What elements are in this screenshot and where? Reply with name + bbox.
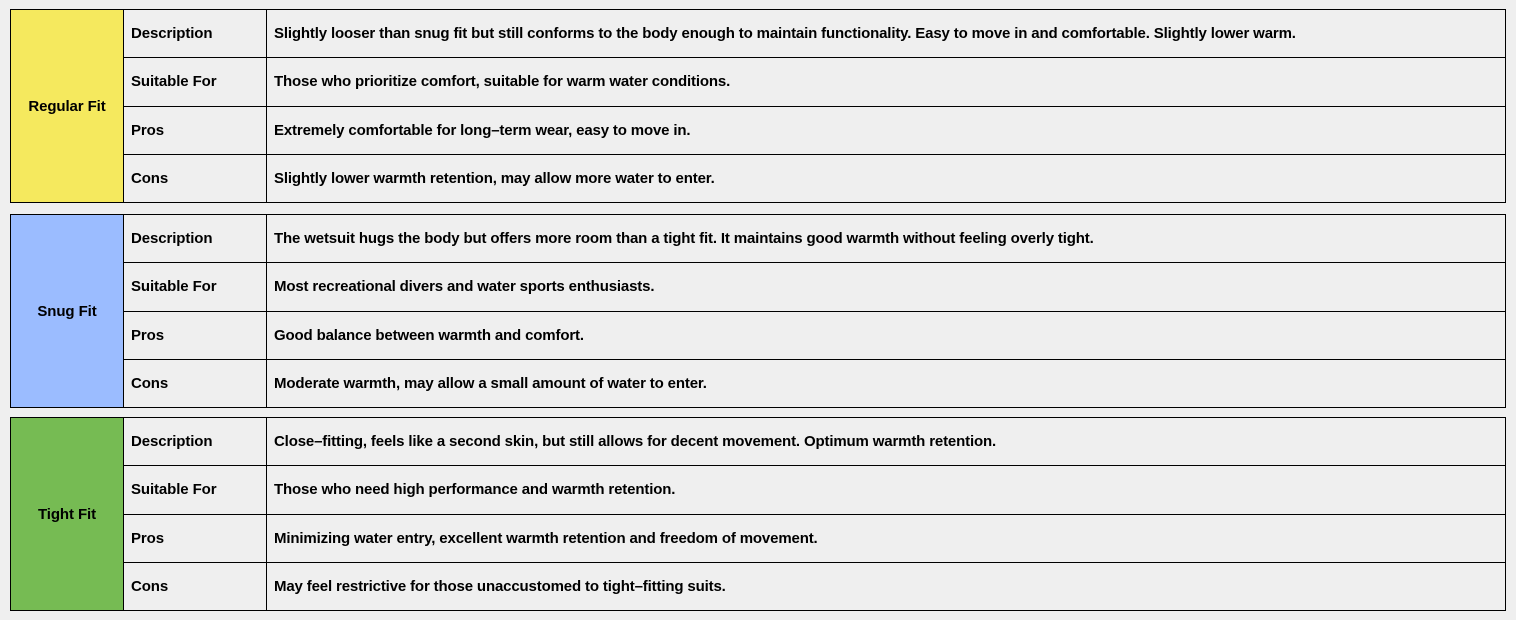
- attribute-label: Suitable For: [124, 58, 267, 105]
- fit-rows: [124, 418, 1505, 610]
- attribute-label: Description: [124, 418, 267, 465]
- table-row: [124, 312, 1505, 360]
- attribute-label: Suitable For: [124, 263, 267, 310]
- attribute-label: Pros: [124, 312, 267, 359]
- fit-group-regular: [10, 9, 1506, 203]
- fit-group-snug: [10, 214, 1506, 408]
- table-row: [124, 10, 1505, 58]
- table-row: [124, 360, 1505, 407]
- fit-name-cell: Snug Fit: [11, 215, 124, 407]
- table-row: [124, 107, 1505, 155]
- attribute-value: Minimizing water entry, excellent warmth retention and freedom of movement.: [274, 529, 818, 547]
- attribute-value: Close–fitting, feels like a second skin, but still allows for decent movement. Optimum warmth retention.: [274, 433, 997, 451]
- fit-rows: [124, 215, 1505, 407]
- attribute-label: Description: [124, 10, 267, 57]
- attribute-value: Those who need high performance and warmth retention.: [274, 481, 676, 499]
- attribute-label: Pros: [124, 515, 267, 562]
- attribute-label: Cons: [124, 563, 267, 610]
- attribute-label: Cons: [124, 360, 267, 407]
- table-row: [124, 263, 1505, 311]
- table-row: [124, 215, 1505, 263]
- attribute-value: Those who prioritize comfort, suitable for warm water conditions.: [274, 73, 731, 91]
- table-row: [124, 466, 1505, 514]
- attribute-value: May feel restrictive for those unaccustomed to tight–fitting suits.: [274, 577, 726, 595]
- table-row: [124, 155, 1505, 202]
- attribute-value: Extremely comfortable for long–term wear, easy to move in.: [274, 121, 691, 139]
- table-row: [124, 418, 1505, 466]
- attribute-value: Moderate warmth, may allow a small amount of water to enter.: [274, 374, 707, 392]
- fit-rows: [124, 10, 1505, 202]
- table-row: [124, 515, 1505, 563]
- attribute-value: Slightly looser than snug fit but still conforms to the body enough to maintain functionality. Easy to move in and comfortable. Slightly lower warm.: [274, 25, 1296, 43]
- attribute-value: The wetsuit hugs the body but offers more room than a tight fit. It maintains good warmth without feeling overly tight.: [274, 230, 1094, 248]
- table-row: [124, 563, 1505, 610]
- attribute-label: Pros: [124, 107, 267, 154]
- attribute-label: Suitable For: [124, 466, 267, 513]
- fit-name-cell: Regular Fit: [11, 10, 124, 202]
- attribute-value: Most recreational divers and water sports enthusiasts.: [274, 278, 655, 296]
- attribute-label: Description: [124, 215, 267, 262]
- fit-name-cell: Tight Fit: [11, 418, 124, 610]
- attribute-value: Good balance between warmth and comfort.: [274, 326, 584, 344]
- attribute-value: Slightly lower warmth retention, may allow more water to enter.: [274, 169, 715, 187]
- attribute-label: Cons: [124, 155, 267, 202]
- table-row: [124, 58, 1505, 106]
- fit-group-tight: [10, 417, 1506, 611]
